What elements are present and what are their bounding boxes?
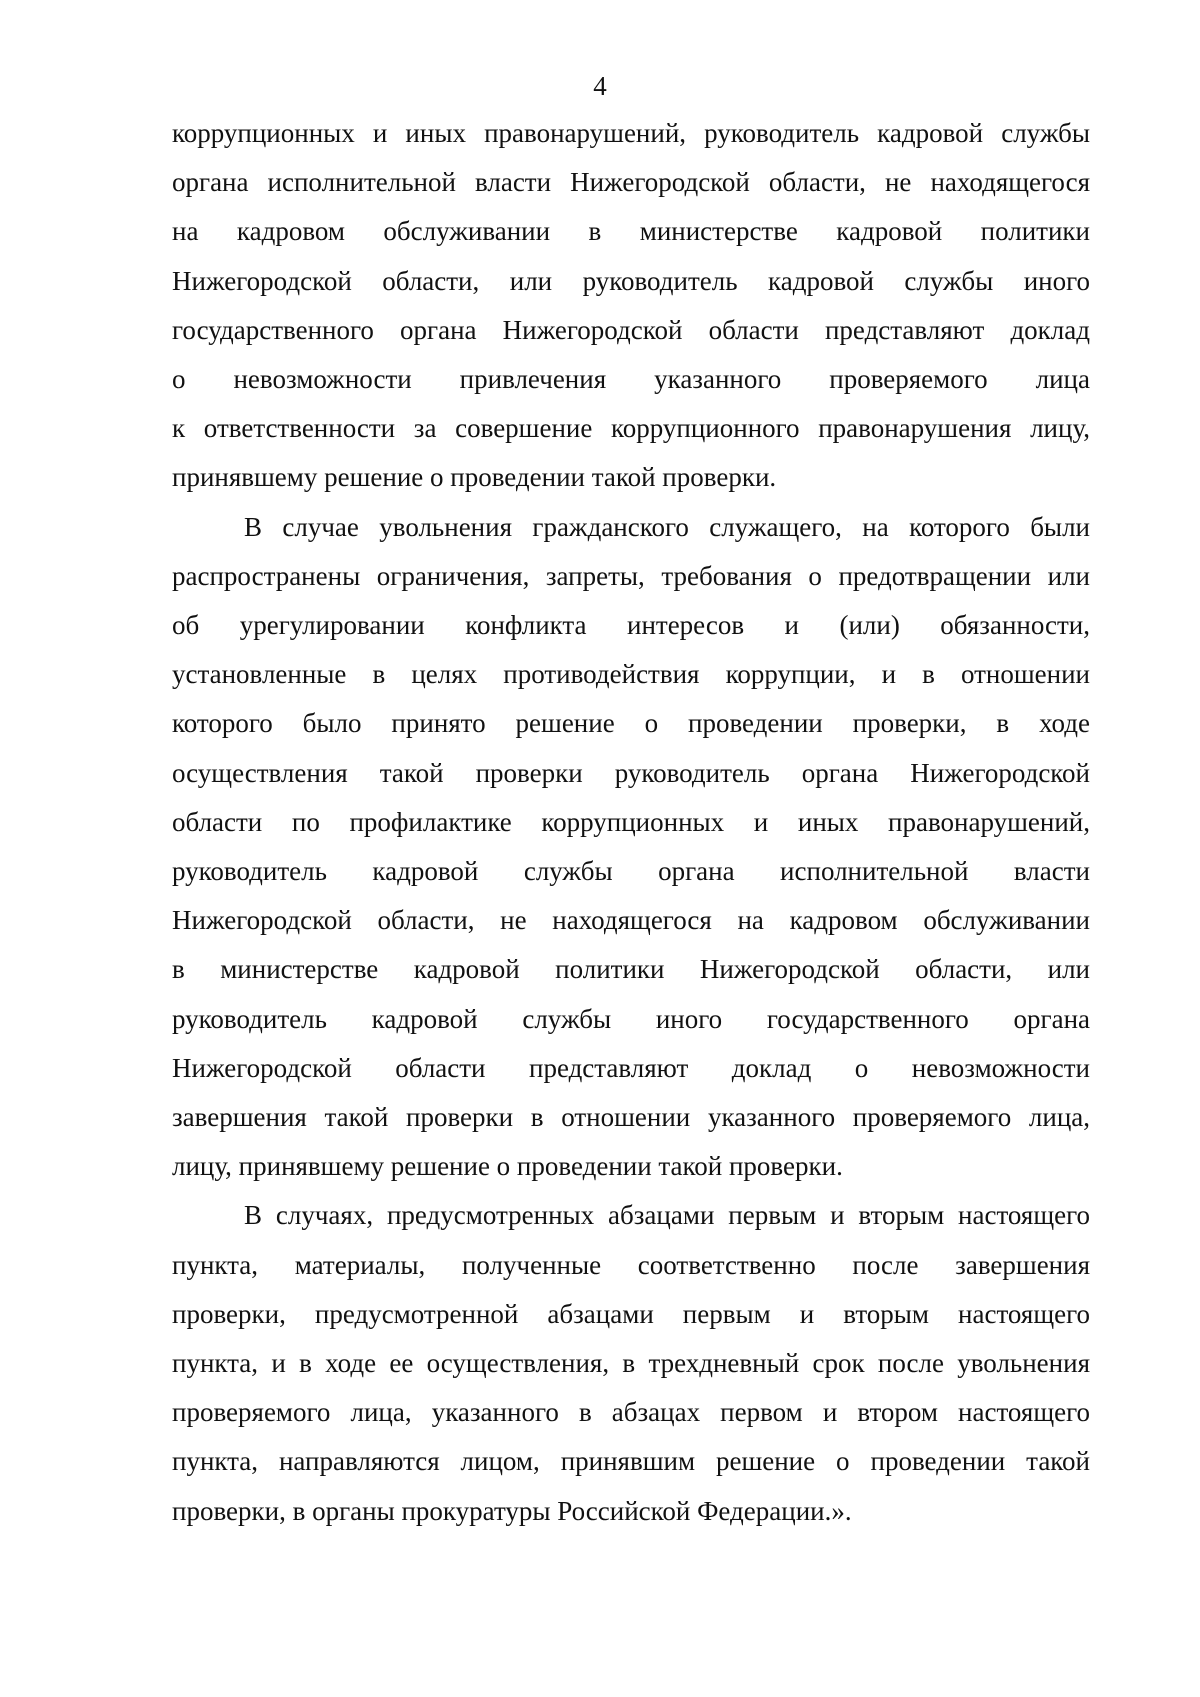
text-line: Нижегородской области, не находящегося на кадровом обслуживании: [172, 905, 1090, 936]
text-line: области по профилактике коррупционных и иных правонарушений,: [172, 806, 1090, 837]
paragraph-continuation: [172, 109, 1090, 503]
paragraph-materials-transfer: [172, 1191, 1090, 1535]
text-line: руководитель кадровой службы органа исполнительной власти: [172, 856, 1090, 887]
text-line: на кадровом обслуживании в министерстве кадровой политики: [172, 216, 1090, 247]
text-line: завершения такой проверки в отношении указанного проверяемого лица,: [172, 1102, 1090, 1133]
text-line: Нижегородской области представляют доклад о невозможности: [172, 1052, 1090, 1083]
text-line: органа исполнительной власти Нижегородской области, не находящегося: [172, 167, 1090, 198]
paragraph-dismissal-case: [172, 503, 1090, 1192]
document-body: [172, 109, 1090, 1536]
text-line: проверки, в органы прокуратуры Российской Федерации.».: [172, 1495, 852, 1526]
page-number: 4: [593, 71, 607, 101]
text-line: лицу, принявшему решение о проведении такой проверки.: [172, 1151, 843, 1182]
text-line: пункта, и в ходе ее осуществления, в трехдневный срок после увольнения: [172, 1348, 1090, 1379]
text-line: принявшему решение о проведении такой проверки.: [172, 462, 777, 493]
text-line: об урегулировании конфликта интересов и (или) обязанности,: [172, 610, 1090, 641]
text-line: распространены ограничения, запреты, требования о предотвращении или: [172, 560, 1090, 591]
text-line: осуществления такой проверки руководитель органа Нижегородской: [172, 757, 1090, 788]
text-line: государственного органа Нижегородской области представляют доклад: [172, 314, 1090, 345]
text-line: проверяемого лица, указанного в абзацах первом и втором настоящего: [172, 1397, 1090, 1428]
text-line: к ответственности за совершение коррупционного правонарушения лицу,: [172, 413, 1090, 444]
text-line: В случае увольнения гражданского служащего, на которого были: [244, 511, 1090, 542]
text-line: о невозможности привлечения указанного проверяемого лица: [172, 364, 1090, 395]
text-line: которого было принято решение о проведении проверки, в ходе: [172, 708, 1090, 739]
text-line: в министерстве кадровой политики Нижегородской области, или: [172, 954, 1090, 985]
text-line: В случаях, предусмотренных абзацами первым и вторым настоящего: [244, 1200, 1090, 1231]
text-line: пункта, направляются лицом, принявшим решение о проведении такой: [172, 1446, 1090, 1477]
text-line: Нижегородской области, или руководитель кадровой службы иного: [172, 265, 1090, 296]
text-line: установленные в целях противодействия коррупции, и в отношении: [172, 659, 1090, 690]
text-line: коррупционных и иных правонарушений, руководитель кадровой службы: [172, 118, 1090, 148]
text-line: пункта, материалы, полученные соответственно после завершения: [172, 1249, 1090, 1280]
text-line: проверки, предусмотренной абзацами первым и вторым настоящего: [172, 1298, 1090, 1329]
text-line: руководитель кадровой службы иного государственного органа: [172, 1003, 1090, 1034]
